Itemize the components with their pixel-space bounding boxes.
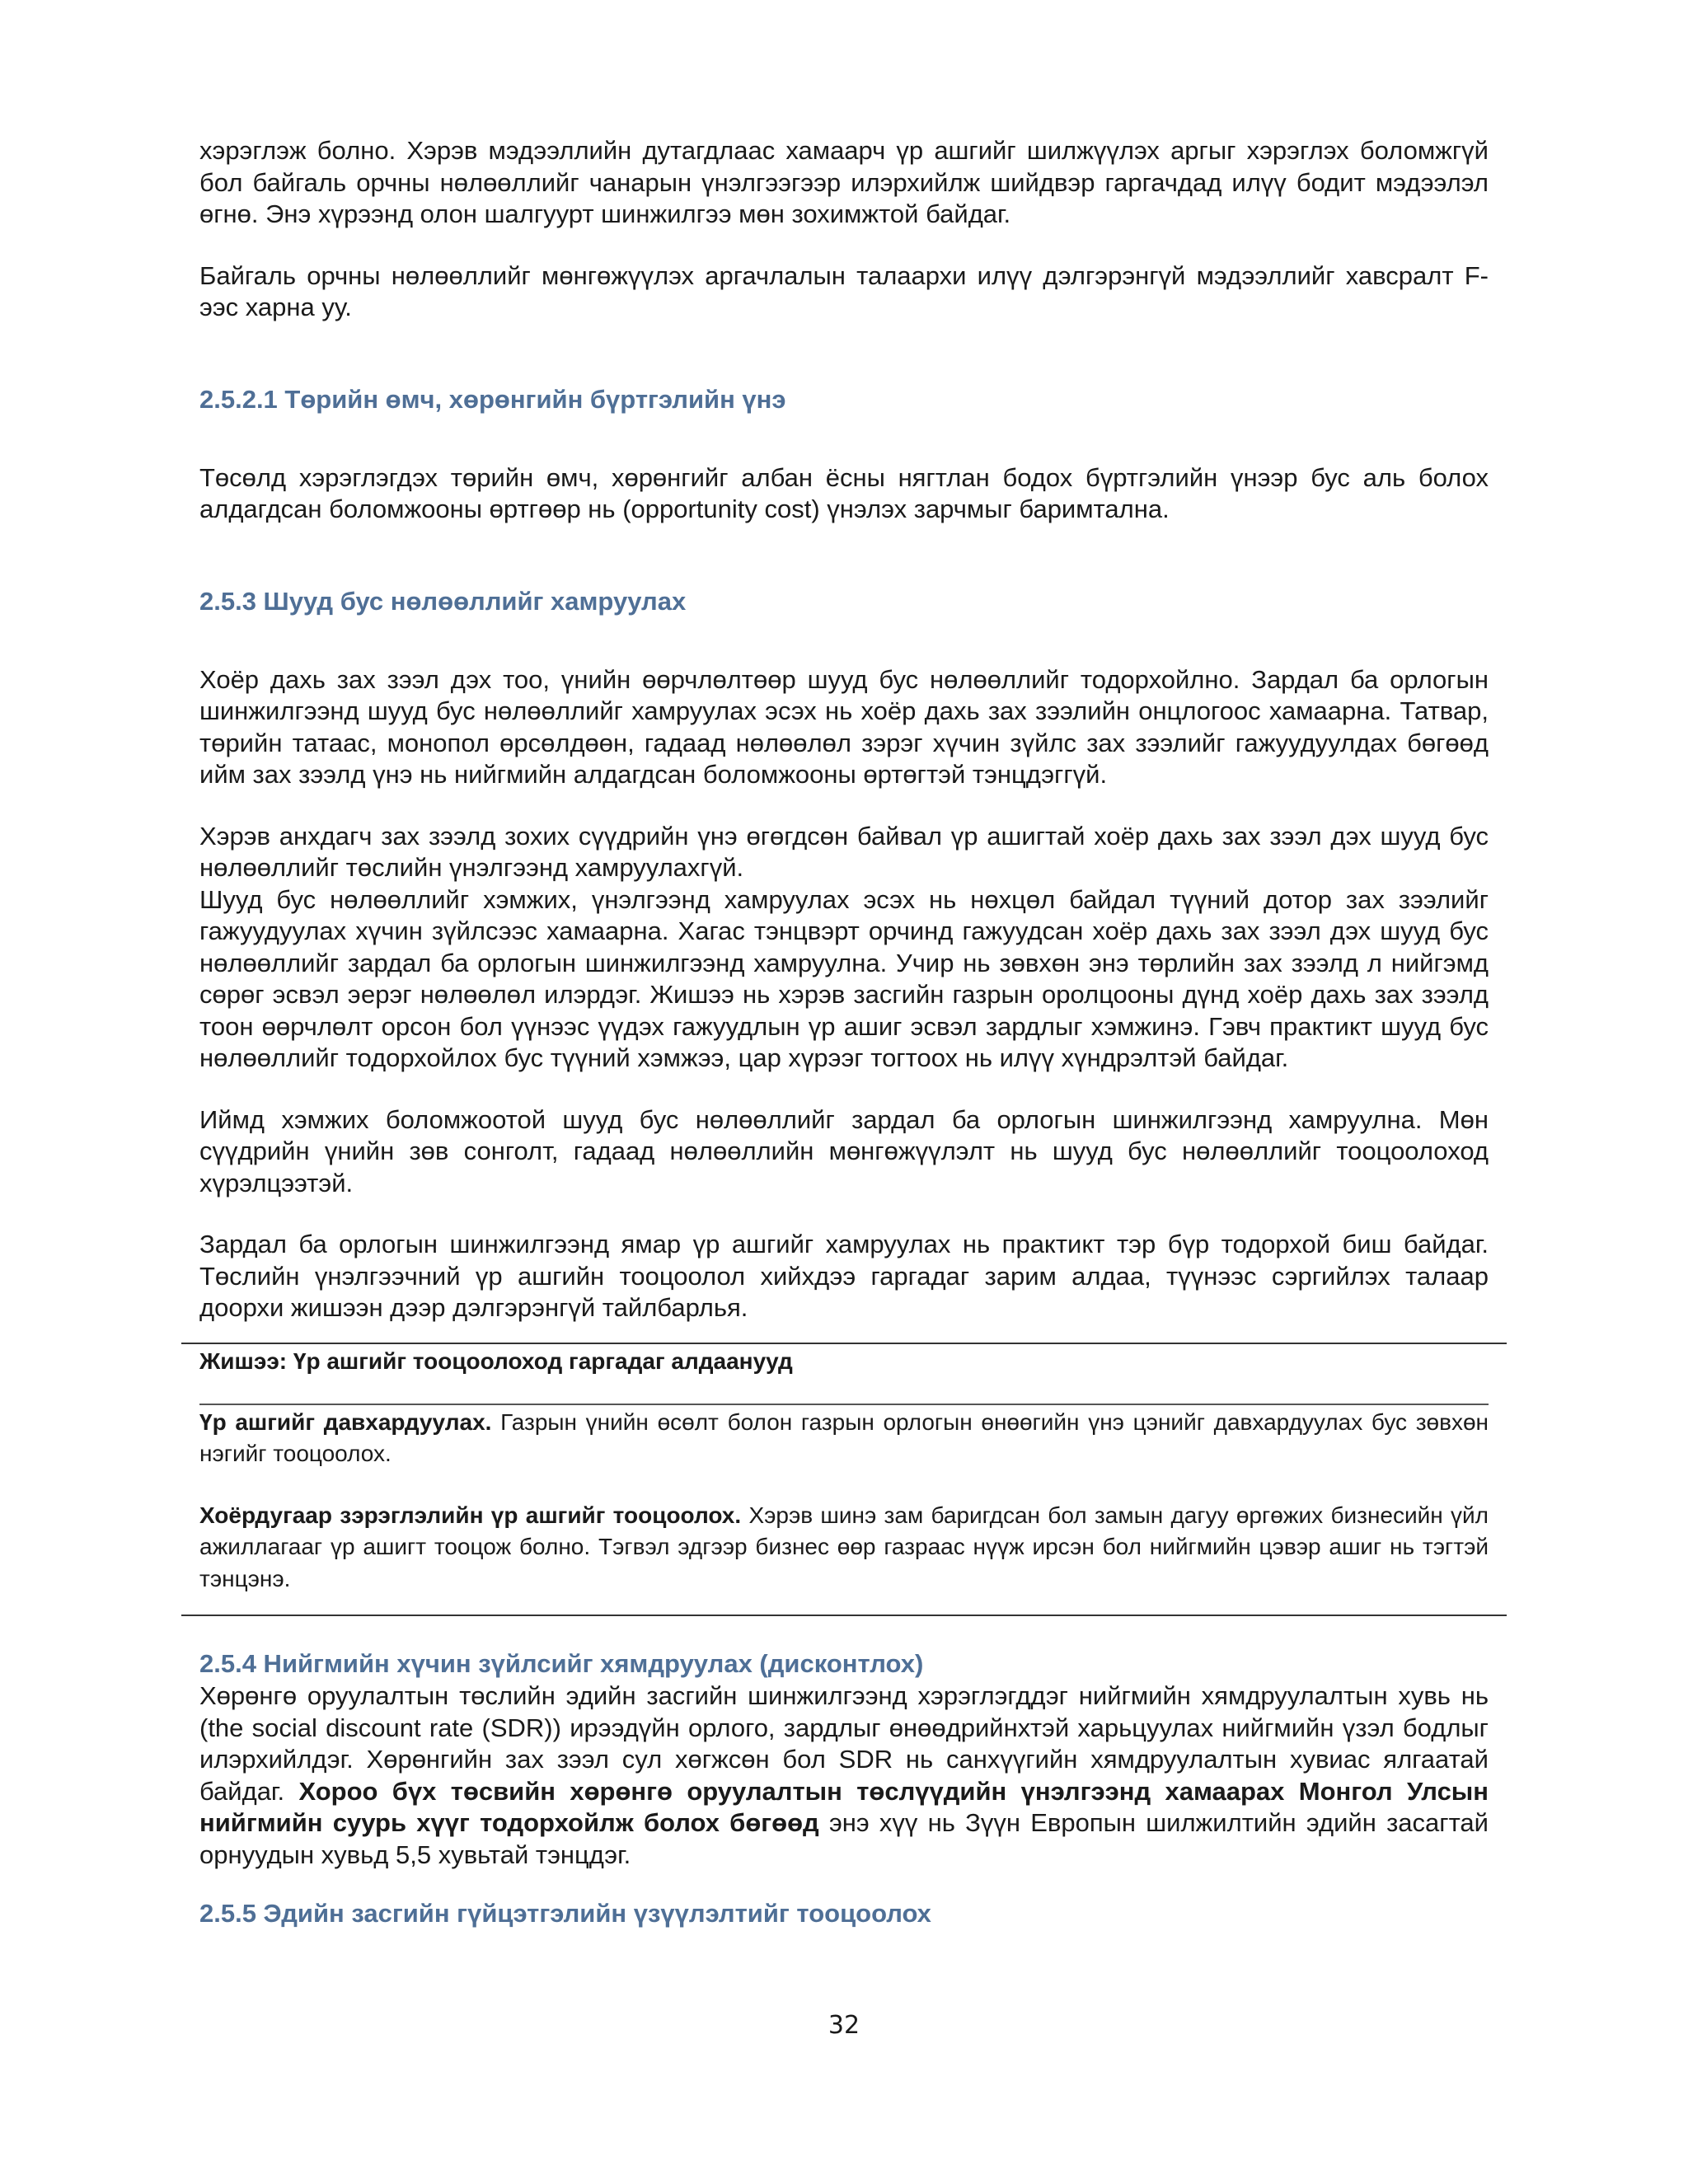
paragraph: хэрэглэж болно. Хэрэв мэдээллийн дутагдлаас хамаарч үр ашгийг шилжүүлэх аргыг хэрэглэх боломжгүй бол байгаль орчны нөлөөллийг чанарын үнэлгээгээр илэрхийлж шийдвэр гаргачдад илүү бодит мэдээлэл өгнө. Энэ хүрээнд олон шалгуурт шинжилгээ мөн зохимжтой байдаг. <box>199 136 1489 228</box>
paragraph: Байгаль орчны нөлөөллийг мөнгөжүүлэх аргачлалын талаархи илүү дэлгэрэнгүй мэдээллийг хавсралт F-ээс харна уу. <box>199 260 1489 321</box>
section-heading-2-5-4: 2.5.4 Нийгмийн хүчин зүйлсийг хямдруулах (дисконтлох) <box>199 1649 924 1678</box>
paragraph: Зардал ба орлогын шинжилгээнд ямар үр ашгийг хамруулах нь практикт тэр бүр тодорхой биш байдаг. Төслийн үнэлгээчний үр ашгийн тооцоолол хийхдээ гаргадаг зарим алдаа, түүнээс сэргийлэх талаар доорхи жишээн дээр дэлгэрэнгүй тайлбарлья. <box>199 1230 1489 1322</box>
paragraph-text: энэ хүү нь Зүүн Европын шилжилтийн эдийн засагтай орнуудын хувьд 5,5 хувьтай тэнцдэг. <box>199 1808 1489 1869</box>
paragraph-emphasis: Хороо бүх төсвийн хөрөнгө оруулалтын төслүүдийн үнэлгээнд хамаарах Монгол Улсын нийгмийн суурь хүүг тодорхойлж болох бөгөөд <box>199 1776 1489 1837</box>
box-bottom-rule <box>181 1615 1507 1616</box>
example-box-title: Жишээ: Үр ашгийг тооцоолоход гаргадаг алдаанууд <box>199 1347 793 1374</box>
paragraph: Хоёр дахь зах зээл дэх тоо, үнийн өөрчлөлтөөр шууд бус нөлөөллийг тодорхойлно. Зардал ба орлогын шинжилгээнд шууд бус нөлөөллийг хамруулах эсэх нь хоёр дахь зах зээлийн онцлогоос хамаарна. Татвар, төрийн татаас, монопол өрсөлдөөн, гадаад нөлөөлөл зэрэг хүчин зүйлс зах зээлийг гажуудуулдах бөгөөд ийм зах зээлд үнэ нь нийгмийн алдагдсан боломжооны өртөгтэй тэнцдэггүй. <box>199 664 1489 789</box>
paragraph: Хэрэв анхдагч зах зээлд зохих сүүдрийн үнэ өгөгдсөн байвал үр ашигтай хоёр дахь зах зээл дэх шууд бус нөлөөллийг төслийн үнэлгээнд хамруулахгүй. <box>199 821 1489 882</box>
example-item-title: Үр ашгийг давхардуулах. <box>199 1408 492 1435</box>
example-item-text: Газрын үнийн өсөлт болон газрын орлогын өнөөгийн үнэ цэнийг давхардуулах бус зөвхөн нэгийг тооцоолох. <box>199 1408 1489 1466</box>
paragraph: Иймд хэмжих боломжоотой шууд бус нөлөөллийг зардал ба орлогын шинжилгээнд хамруулна. Мөн сүүдрийн үнийн зөв сонголт, гадаад нөлөөллийн мөнгөжүүлэлт нь шууд бус нөлөөллийг тооцоолоход хүрэлцээтэй. <box>199 1104 1489 1197</box>
box-divider <box>199 1404 1489 1405</box>
paragraph-text: Хөрөнгө оруулалтын төслийн эдийн засгийн шинжилгээнд хэрэглэгддэг нийгмийн хямдруулалтын хувь нь (the social discount rate (SDR)) ирээдүйн орлого, зардлыг өнөөдрийнхтэй харьцуулах нийгмийн үзэл бодлыг илэрхийлдэг. Хөрөнгийн зах зээл сул хөгжсөн бол SDR нь санхүүгийн хямдруулалтын хувиас ялгаатай байдаг. <box>199 1681 1489 1806</box>
paragraph <box>199 1680 1489 1871</box>
paragraph: Төсөлд хэрэглэгдэх төрийн өмч, хөрөнгийг албан ёсны нягтлан бодох бүртгэлийн үнээр бус аль болох алдагдсан боломжооны өртгөөр нь (opportunity cost) үнэлэх зарчмыг баримтална. <box>199 462 1489 523</box>
example-box <box>181 1343 1507 1617</box>
example-item-text: Хэрэв шинэ зам баригдсан бол замын дагуу өргөжих бизнесийн үйл ажиллагааг үр ашигт тооцож болно. Тэгвэл эдгээр бизнес өөр газраас нүүж ирсэн бол нийгмийн цэвэр ашиг нь тэгтэй тэнцэнэ. <box>199 1502 1489 1591</box>
page-number: 32 <box>828 2011 860 2040</box>
example-item <box>199 1407 1489 1470</box>
box-top-rule <box>181 1343 1507 1344</box>
section-heading-2-5-2-1: 2.5.2.1 Төрийн өмч, хөрөнгийн бүртгэлийн үнэ <box>199 384 786 414</box>
section-heading-2-5-5: 2.5.5 Эдийн засгийн гүйцэтгэлийн үзүүлэлтийг тооцоолох <box>199 1899 931 1928</box>
paragraph: Шууд бус нөлөөллийг хэмжих, үнэлгээнд хамруулах эсэх нь нөхцөл байдал түүний дотор зах зээлийг гажуудуулах хүчин зүйлсээс хамаарна. Хагас тэнцвэрт орчинд гажуудсан хоёр дахь зах зээл дэх шууд бус нөлөөллийг зардал ба орлогын шинжилгээнд хамруулна. Учир нь зөвхөн энэ төрлийн зах зээлд л нийгэмд сөрөг эсвэл эерэг нөлөөлөл илэрдэг. Жишээ нь хэрэв засгийн газрын оролцооны дүнд хоёр дахь зах зээлд тоон өөрчлөлт орсон бол үүнээс үүдэх гажуудлын үр ашиг эсвэл зардлыг хэмжинэ. Гэвч практикт шууд бус нөлөөллийг тодорхойлох бус түүний хэмжээ, цар хүрээг тогтоох нь илүү хүндрэлтэй байдаг. <box>199 884 1489 1072</box>
page-body <box>199 135 1489 1930</box>
section-heading-2-5-3: 2.5.3 Шууд бус нөлөөллийг хамруулах <box>199 586 687 616</box>
example-item <box>199 1500 1489 1596</box>
example-item-title: Хоёрдугаар зэрэглэлийн үр ашгийг тооцоолох. <box>199 1502 742 1528</box>
